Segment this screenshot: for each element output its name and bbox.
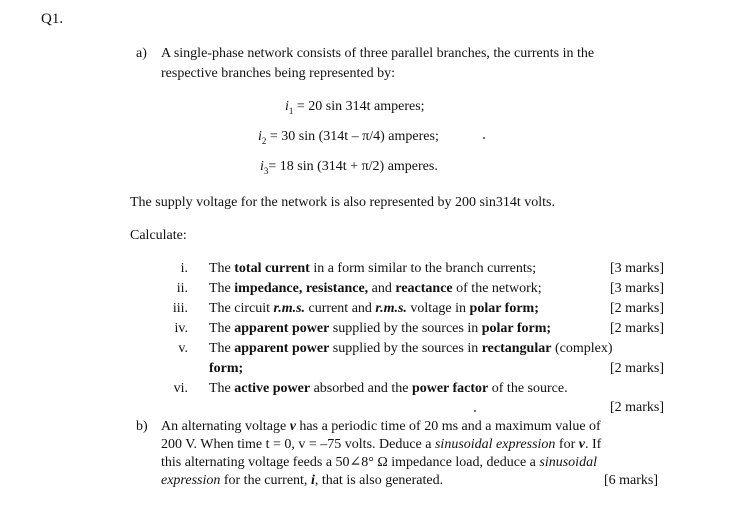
part-b-line-4: [161, 474, 443, 488]
item-v-bold-3: form;: [209, 361, 244, 376]
item-v-pre: The: [209, 341, 235, 356]
item-ii-number: ii.: [176, 281, 188, 296]
item-vi-pre: The: [209, 381, 235, 396]
item-iii-bold-2: r.m.s.: [375, 301, 407, 316]
part-a-intro-line-1: A single-phase network consists of three parallel branches, the currents in the: [161, 46, 595, 61]
item-iv-mid: supplied by the sources in: [329, 321, 482, 336]
item-iii-number: iii.: [172, 301, 188, 316]
item-v-post: (complex): [551, 341, 613, 356]
item-vi-mid: absorbed and the: [310, 381, 412, 396]
item-iv-marks: [2 marks]: [609, 321, 664, 336]
calculate-label: Calculate:: [130, 228, 187, 243]
item-vi-post: of the source.: [488, 381, 568, 396]
item-i-marks: [3 marks]: [609, 261, 664, 276]
equation-i1: [285, 100, 425, 116]
item-v-number: v.: [178, 341, 188, 356]
item-ii-bold-1: impedance, resistance,: [234, 281, 369, 296]
item-v-bold-2: rectangular: [481, 341, 552, 356]
item-i-bold-1: total current: [234, 261, 310, 276]
part-b-l4-post: , that is also generated.: [314, 473, 444, 488]
item-ii-mid: and: [368, 281, 396, 296]
item-v-marks: [2 marks]: [609, 361, 664, 376]
part-a-marker: a): [136, 46, 147, 61]
item-ii-text: [209, 282, 542, 296]
part-b-l3-pre: this alternating voltage feeds a 50∠8° Ω impedance load, deduce a: [161, 455, 540, 470]
item-vi-text: [209, 382, 568, 396]
part-b-l4-italic: expression: [161, 473, 221, 488]
part-a-intro-line-2: respective branches being represented by:: [161, 66, 396, 81]
question-label: Q1.: [41, 11, 64, 27]
eq2-subscript: 2: [261, 135, 267, 146]
item-v-mid: supplied by the sources in: [329, 341, 482, 356]
item-ii-bold-2: reactance: [395, 281, 453, 296]
item-ii-pre: The: [209, 281, 235, 296]
part-b-l4-mid: for the current,: [220, 473, 311, 488]
item-i-number: i.: [180, 261, 188, 276]
item-iv-bold-2: polar form;: [481, 321, 552, 336]
item-iii-marks: [2 marks]: [609, 301, 664, 316]
stray-dot: [474, 410, 476, 412]
item-v-text: [209, 342, 612, 356]
item-i-pre: The: [209, 261, 235, 276]
item-iv-pre: The: [209, 321, 235, 336]
equation-i3: [260, 160, 438, 176]
equation-i2: [258, 130, 439, 146]
item-i-post: in a form similar to the branch currents;: [309, 261, 537, 276]
supply-voltage-text: The supply voltage for the network is also represented by 200 sin314t volts.: [130, 195, 555, 210]
item-iv-number: iv.: [174, 321, 188, 336]
item-iv-bold-1: apparent power: [234, 321, 330, 336]
item-vi-number: vi.: [173, 381, 188, 396]
item-v-line-2: [209, 362, 243, 376]
item-ii-post: of the network;: [452, 281, 542, 296]
item-vi-marks: [2 marks]: [609, 400, 664, 415]
part-b-l1-post: has a periodic time of 20 ms and a maximum value of: [295, 419, 601, 434]
item-iii-bold-3: polar form;: [469, 301, 539, 316]
eq2-rhs: = 30 sin (314t – π/4) amperes;: [266, 129, 439, 144]
eq1-subscript: 1: [288, 105, 294, 116]
item-iii-bold-1: r.m.s.: [273, 301, 306, 316]
eq3-symbol: i: [260, 159, 264, 174]
part-b-l3-italic: sinusoidal: [539, 455, 597, 470]
item-vi-bold-2: power factor: [411, 381, 489, 396]
part-b-l2-pre: 200 V. When time t = 0, v = –75 volts. Deduce a: [161, 437, 435, 452]
item-i-text: [209, 262, 536, 276]
eq3-subscript: 3: [263, 165, 269, 176]
item-iii-mid: current and: [305, 301, 376, 316]
eq1-rhs: = 20 sin 314t amperes;: [293, 99, 425, 114]
part-b-l1-pre: An alternating voltage: [161, 419, 290, 434]
part-b-marks: [6 marks]: [603, 473, 658, 488]
item-ii-marks: [3 marks]: [609, 281, 664, 296]
part-b-line-1: [161, 420, 601, 434]
item-iii-mid-2: voltage in: [406, 301, 470, 316]
item-iii-text: [209, 302, 539, 316]
part-b-l4-i: i: [310, 473, 315, 488]
eq3-rhs: = 18 sin (314t + π/2) amperes.: [268, 159, 438, 174]
item-v-bold-1: apparent power: [234, 341, 330, 356]
eq1-symbol: i: [285, 99, 289, 114]
part-b-l2-post: . If: [584, 437, 602, 452]
part-b-l2-mid: for: [555, 437, 579, 452]
item-iii-pre: The circuit: [209, 301, 274, 316]
part-b-line-2: [161, 438, 601, 452]
part-b-l2-italic: sinusoidal expression: [434, 437, 556, 452]
part-b-line-3: [161, 456, 597, 470]
item-iv-text: [209, 322, 551, 336]
item-vi-bold-1: active power: [234, 381, 311, 396]
eq2-symbol: i: [258, 129, 262, 144]
part-b-l2-v: v: [578, 437, 585, 452]
stray-dot: [483, 137, 485, 139]
part-b-marker: b): [136, 419, 148, 434]
part-b-l1-v: v: [289, 419, 296, 434]
